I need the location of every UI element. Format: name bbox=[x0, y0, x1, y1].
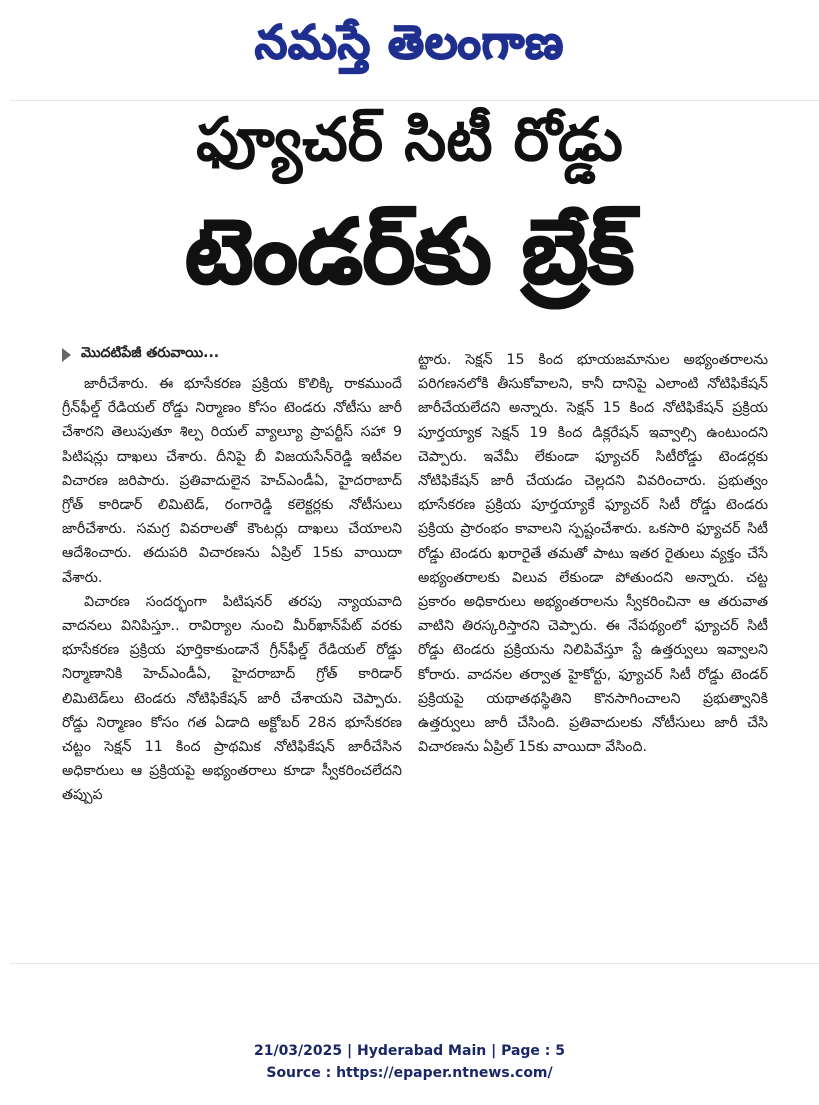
footer bbox=[0, 1040, 819, 1084]
source-link[interactable]: Source : https://epaper.ntnews.com/ bbox=[266, 1065, 553, 1081]
article-column-right bbox=[418, 348, 768, 759]
article-column-left bbox=[62, 372, 402, 808]
article-paragraph: విచారణ సందర్భంగా పిటిషనర్ తరపు న్యాయవాది వాదనలు వినిపిస్తూ.. రావిర్యాల నుంచి మీర్‌ఖాన్‌పేట్ వరకు భూసేకరణ ప్రక్రియ పూర్తికాకుండానే గ్రీన్‌ఫీల్డ్ రేడియల్ రోడ్డు నిర్మాణానికి హెచ్‌ఎండీఏ, హైదరాబాద్ గ్రోత్ కారిడార్ లిమిటెడ్‌లు టెండరు నోటిఫికేషన్ జారీ చేశాయని చెప్పారు. రోడ్డు నిర్మాణం కోసం గత ఏడాది అక్టోబర్ 28న భూసేకరణ చట్టం సెక్షన్ 11 కింద ప్రాథమిక నోటిఫికేషన్ జారీచేసిన అధికారులు ఆ ప్రక్రియపై అభ్యంతరాలు కూడా స్వీకరించలేదని తప్పుప bbox=[62, 593, 402, 804]
headline-line-1: ఫ్యూచర్ సిటీ రోడ్డు bbox=[196, 105, 623, 175]
article-paragraph: ట్టారు. సెక్షన్ 15 కింద భూయజమానుల అభ్యంతరాలను పరిగణనలోకి తీసుకోవాలని, కానీ దానిపై ఎలాంటి నోటిఫికేషన్ జారీచేయలేదని అన్నారు. సెక్షన్ 15 కింద నోటిఫికేషన్ ప్రక్రియ పూర్తయ్యాక సెక్షన్ 19 కింద డిక్లరేషన్ ఇవ్వాల్సి ఉంటుందని చెప్పారు. ఇవేమీ లేకుండా ఫ్యూచర్ సిటీరోడ్డు టెండర్లకు నోటిఫికేషన్ జారీ చేయడం చెల్లదని వివరించారు. ప్రభుత్వం భూసేకరణ ప్రక్రియ పూర్తయ్యాకే ఫ్యూచర్ సిటీ రోడ్డు టెండరు ప్రక్రియ ప్రారంభం కావాలని స్పష్టంచేశారు. ఒకసారి ఫ్యూచర్ సిటీ రోడ్డు టెండరు ఖరారైతే తమతో పాటు ఇతర రైతులు వ్యక్తం చేసే అభ్యంతరాలకు విలువ లేకుండా పోతుందని అన్నారు. చట్ట ప్రకారం అధికారులు అభ్యంతరాలను స్వీకరించినా ఆ తరువాత వాటిని తిరస్కరిస్తారని చెప్పారు. ఈ నేపథ్యంలో ఫ్యూచర్ సిటీ రోడ్డు టెండరు ప్రక్రియను నిలిపివేస్తూ స్టే ఉత్తర్వులు ఇవ్వాలని కోరారు. వాదనల తర్వాత హైకోర్టు, ఫ్యూచర్ సిటీ రోడ్డు టెండర్ ప్రక్రియపై యథాతథస్థితిని కొనసాగించాలని ప్రభుత్వానికి ఉత్తర్వులు జారీ చేసింది. ప్రతివాదులకు నోటీసులు జారీ చేసి విచారణను ఏప్రిల్ 15కు వాయిదా వేసింది. bbox=[418, 352, 768, 756]
continued-label bbox=[62, 345, 219, 364]
edition-info: 21/03/2025 | Hyderabad Main | Page : 5 bbox=[253, 1043, 566, 1059]
chevron-right-icon bbox=[62, 348, 71, 362]
headline-line-2: టెండర్‌కు బ్రేక్ bbox=[185, 200, 634, 303]
newspaper-logo: నమస్తే తెలంగాణ bbox=[254, 14, 565, 69]
continued-text: మొదటిపేజీ తరువాయి... bbox=[81, 345, 220, 361]
article-paragraph: జారీచేశారు. ఈ భూసేకరణ ప్రక్రియ కొలిక్కి రాకముందే గ్రీన్‌ఫీల్డ్ రేడియల్ రోడ్డు నిర్మాణం కోసం టెండరు నోటీసు జారీ చేశారని తెలుపుతూ శిల్ప రియల్ వ్యాల్యూ ప్రాపర్టీస్ సహా 9 పిటిషన్లు దాఖలు చేశారు. దీనిపై బీ విజయసేన్‌రెడ్డి ఇటీవల విచారణ జరిపారు. ప్రతివాదులైన హెచ్‌ఎండీఏ, హైదరాబాద్ గ్రోత్ కారిడార్ లిమిటెడ్, రంగారెడ్డి కలెక్టర్లకు నోటీసులు జారీచేశారు. సమగ్ర వివరాలతో కౌంటర్లు దాఖలు చేయాలని ఆదేశించారు. తదుపరి విచారణను ఏప్రిల్ 15కు వాయిదా వేశారు. bbox=[62, 376, 402, 586]
masthead bbox=[0, 0, 819, 95]
